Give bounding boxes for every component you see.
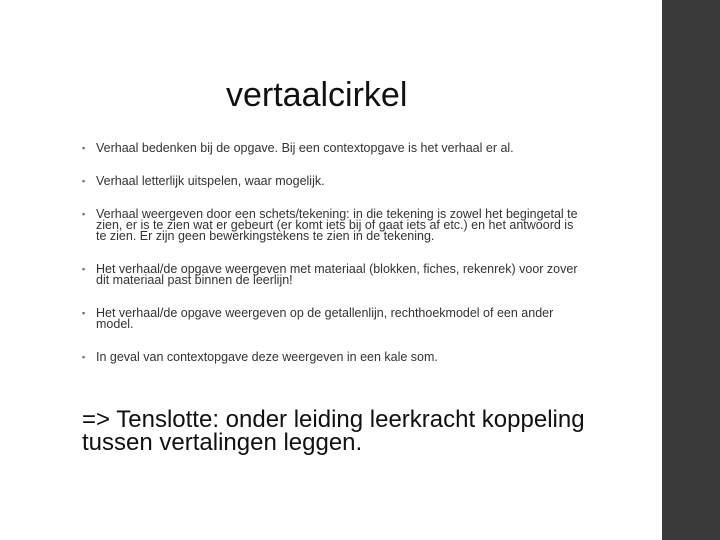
side-accent-bar — [662, 0, 720, 540]
bullet-item-2 — [82, 176, 582, 187]
slide-title: vertaalcirkel — [226, 76, 408, 114]
bullet-item-5 — [82, 308, 582, 330]
bullet-icon: ▪ — [82, 176, 86, 186]
bullet-item-1 — [82, 143, 582, 154]
bullet-icon: ▪ — [82, 352, 86, 362]
bullet-text: Verhaal bedenken bij de opgave. Bij een contextopgave is het verhaal er al. — [96, 141, 514, 155]
bullet-text: Het verhaal/de opgave weergeven op de getallenlijn, rechthoekmodel of een ander model. — [96, 306, 554, 331]
bullet-text: Het verhaal/de opgave weergeven met materiaal (blokken, fiches, rekenrek) voor zover dit materiaal past binnen de leerlijn! — [96, 262, 578, 287]
bullet-item-3 — [82, 209, 582, 242]
bullet-icon: ▪ — [82, 143, 86, 153]
bullet-list — [82, 143, 582, 385]
bullet-item-4 — [82, 264, 582, 286]
conclusion-text: => Tenslotte: onder leiding leerkracht koppeling tussen vertalingen leggen. — [82, 406, 585, 456]
bullet-icon: ▪ — [82, 308, 86, 318]
bullet-item-6 — [82, 352, 582, 363]
bullet-icon: ▪ — [82, 209, 86, 219]
bullet-text: Verhaal letterlijk uitspelen, waar mogelijk. — [96, 174, 325, 188]
bullet-icon: ▪ — [82, 264, 86, 274]
bullet-text: In geval van contextopgave deze weergeven in een kale som. — [96, 350, 438, 364]
bullet-text: Verhaal weergeven door een schets/tekening: in die tekening is zowel het begingetal te zien, er is te zien wat er gebeurt (er komt iets bij of gaat iets af etc.) en het antwoord is te zien. Er zijn geen bewerkingstekens te zien in de tekening. — [96, 207, 578, 243]
